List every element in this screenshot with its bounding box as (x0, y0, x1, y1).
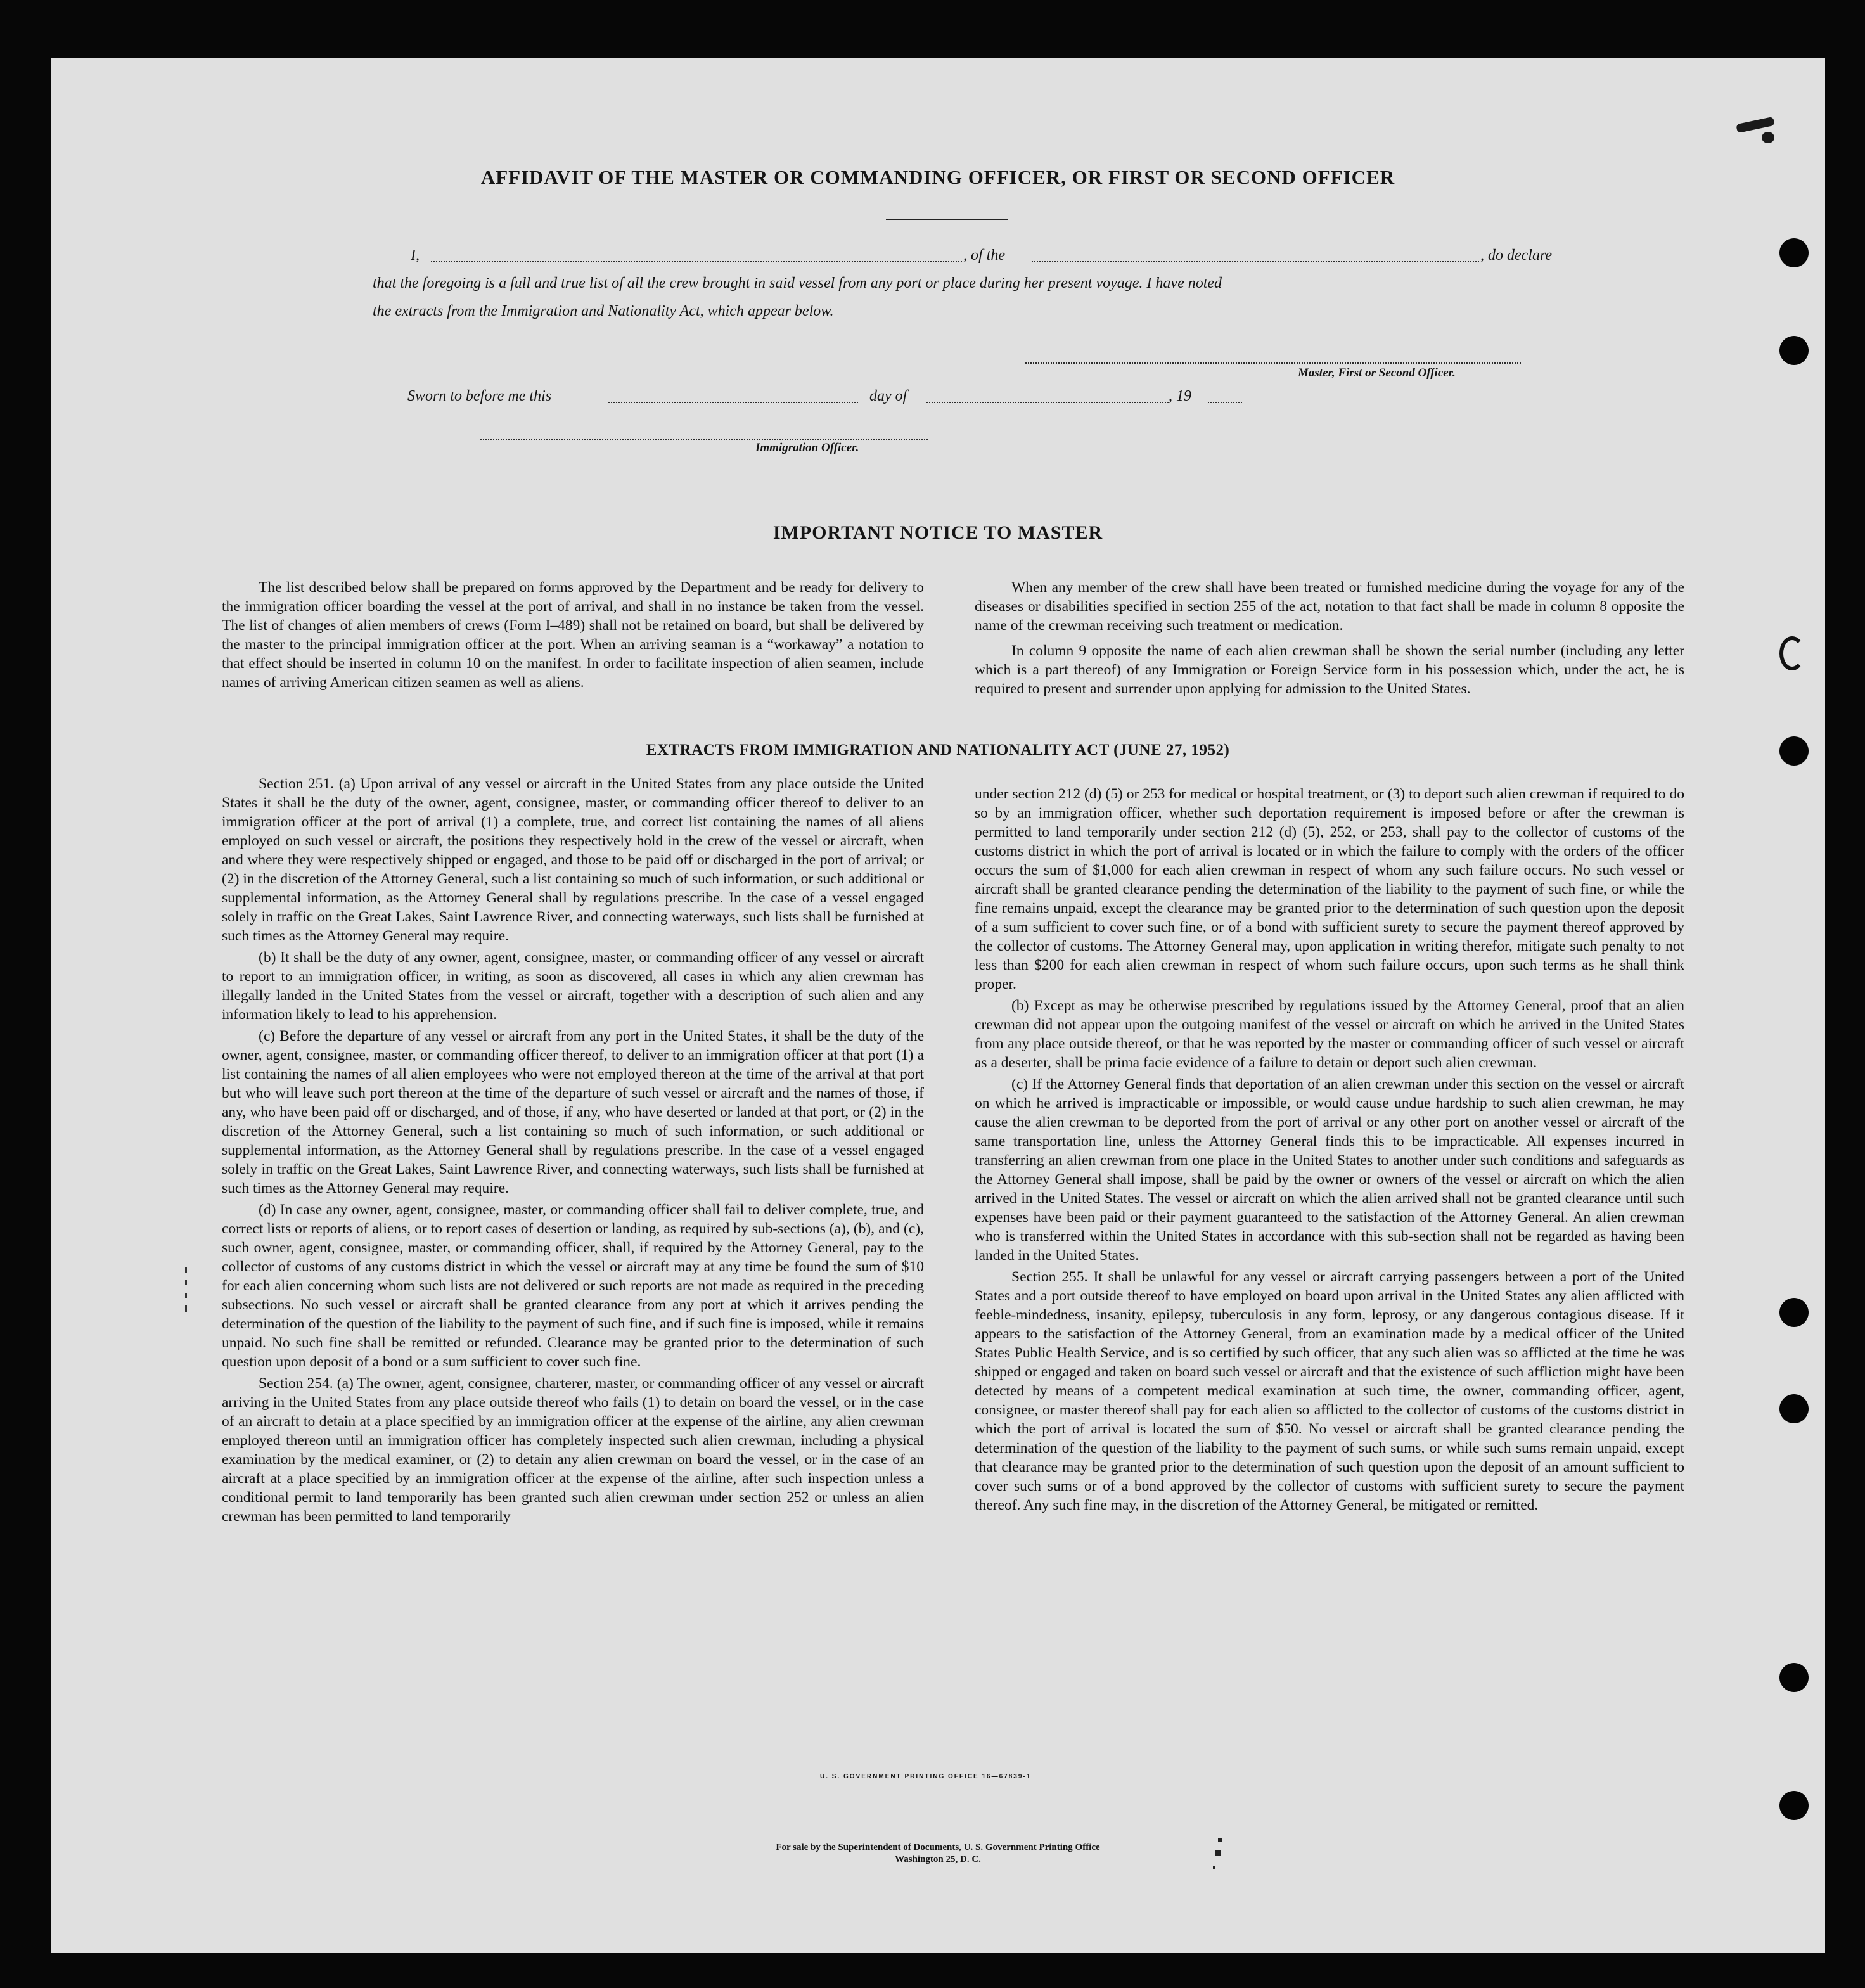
act-section-paragraph: (b) Except as may be otherwise prescribed by regulations issued by the Attorney General, proof that an alien crewman did not appear upon the outgoing manifest of the vessel or aircraft on which he arrived in the United States from any place outside thereof, or that he was reported by the master or commanding officer of such vessel or aircraft as a deserter, shall be prima facie evidence of a failure to detain or deport such alien crewman. (975, 997, 1684, 1071)
notice-paragraph: In column 9 opposite the name of each alien crewman shall be shown the serial number (including any letter which is a part thereof) of any Immigration or Foreign Service form in his possession which, under the act, he is required to present and surrender upon applying for admission to the United States. (975, 643, 1684, 697)
vessel-name-field[interactable] (1032, 261, 1479, 262)
sale-footer-line-2: Washington 25, D. C. (895, 1854, 981, 1864)
sale-footer-line-1: For sale by the Superintendent of Documents, U. S. Government Printing Office (776, 1842, 1100, 1852)
margin-specks (185, 1267, 187, 1312)
printer-mark: U. S. GOVERNMENT PRINTING OFFICE 16—67839-1 (820, 1773, 1032, 1780)
sworn-month-field[interactable] (926, 402, 1169, 403)
extracts-title: EXTRACTS FROM IMMIGRATION AND NATIONALITY ACT (JUNE 27, 1952) (646, 741, 1230, 759)
document-page (51, 58, 1825, 1953)
title-divider (886, 219, 1008, 220)
punch-hole (1779, 1394, 1809, 1423)
immigration-officer-signature-field[interactable] (480, 439, 928, 440)
torn-hole (1779, 636, 1805, 670)
punch-hole (1779, 736, 1809, 766)
day-of-label: day of (869, 388, 907, 404)
year-prefix-label: , 19 (1169, 388, 1191, 404)
act-section-paragraph: (c) If the Attorney General finds that deportation of an alien crewman under this section on the vessel or aircraft on which he arrived is impracticable or impossible, or would cause undue hardship to such alien crewman, he may cause the alien crewman to be deported from the port of arrival or any other port on another vessel or aircraft of the same transportation line, unless the Attorney General finds this to be impracticable. All expenses incurred in transferring an alien crewman from one place in the United States to another under such conditions and safeguards as the Attorney General shall impose, shall be paid by the owner or owners of the vessel or aircraft on which the alien arrived in the United States. The vessel or aircraft on which the alien arrived shall not be granted clearance until such expenses have been paid or their payment guaranteed to the satisfaction of the Attorney General. An alien crewman who is transferred within the United States in accordance with this sub-section shall not be regarded as having been landed in the United States. (975, 1076, 1684, 1264)
extracts-right-column (975, 785, 1684, 1517)
notice-right-column (975, 578, 1684, 701)
act-section-paragraph: (c) Before the departure of any vessel or aircraft from any port in the United States, it shall be the duty of the owner, agent, consignee, master, or commanding officer thereof, to deliver to an immigration officer at that port (1) a list containing the names of all alien employees who were not employed thereon at the time of the arrival at that port but who will leave such port thereon at the time of the departure of such vessel or aircraft and the names of those, if any, who have been paid off or discharged, and of those, if any, who have deserted or landed at that port, or (2) in the discretion of the Attorney General, such a list containing so much of such information, or such additional or supplemental information, as the Attorney General shall by regulations prescribe. In the case of a vessel engaged solely in traffic on the Great Lakes, Saint Lawrence River, and connecting waterways, such lists shall be furnished at such times as the Attorney General may require. (222, 1028, 924, 1196)
act-section-paragraph: Section 251. (a) Upon arrival of any vessel or aircraft in the United States from any place outside the United States it shall be the duty of the owner, agent, consignee, master, or commanding officer thereof to deliver to an immigration officer at the port of arrival (1) a complete, true, and correct list containing the names of all aliens employed on such vessel or aircraft, the positions they respectively hold in the crew of the vessel or aircraft, when and where they were respectively shipped or engaged, and those to be paid off or discharged in the port of arrival; or (2) in the discretion of the Attorney General, such a list containing so much of such information, or such additional or supplemental information, as the Attorney General shall by regulations prescribe. In the case of a vessel engaged solely in traffic on the Great Lakes, Saint Lawrence River, and connecting waterways, such lists shall be furnished at such times as the Attorney General may require. (222, 776, 924, 944)
declarant-name-field[interactable] (431, 261, 962, 262)
sale-footer (621, 1842, 1255, 1866)
act-section-paragraph: under section 212 (d) (5) or 253 for medical or hospital treatment, or (3) to deport such alien crewman if required to do so by an immigration officer, whether such deportation requirement is imposed before or after the crewman is permitted to land temporarily under section 212 (d) (5), 252, or 253, shall pay to the collector of customs of the customs district in which the port of arrival is located or in which the failure to comply with the orders of the officer occurs the sum of $1,000 for each alien crewman in respect of whom any such failure occurs. No such vessel or aircraft shall be granted clearance pending the determination of the liability to the payment of such fine, or while the fine remains unpaid, except the clearance may be granted prior to the determination of such question upon the deposit of a sum sufficient to cover such fine, or of a bond with sufficient surety to secure the payment thereof approved by the collector of customs. The Attorney General may, upon application in writing therefor, mitigate such penalty to not less than $200 for each alien crewman in respect of whom such failure occurs, upon such terms as he shall think proper. (975, 786, 1684, 992)
sworn-day-field[interactable] (608, 402, 858, 403)
punch-hole (1779, 336, 1809, 365)
extracts-left-column (222, 774, 924, 1529)
of-the-label: , of the (963, 247, 1005, 264)
margin-specks (1212, 1838, 1222, 1869)
notice-paragraph: The list described below shall be prepared on forms approved by the Department and be ready for delivery to the immigration officer boarding the vessel at the port of arrival, and shall in no instance be taken from the vessel. The list of changes of alien members of crews (Form I–489) shall not be retained on board, but shall be delivered by the master to the principal immigration officer at the port. When an arriving seaman is a “workaway” a notation to that effect should be inserted in column 10 on the manifest. In order to facilitate inspection of alien seamen, include names of arriving American citizen seamen as well as aliens. (222, 579, 924, 691)
act-section-paragraph: (b) It shall be the duty of any owner, agent, consignee, master, or commanding officer of any vessel or aircraft to report to an immigration officer, in writing, as soon as discovered, all cases in which any alien crewman has illegally landed in the United States from the vessel or aircraft, together with a description of such alien and any information likely to lead to his apprehension. (222, 949, 924, 1023)
punch-hole (1779, 1663, 1809, 1692)
act-section-paragraph: Section 255. It shall be unlawful for any vessel or aircraft carrying passengers between a port of the United States and a port outside thereof to have employed on board upon arrival in the United States any alien afflicted with feeble-mindedness, insanity, epilepsy, tuberculosis in any form, leprosy, or any dangerous contagious disease. If it appears to the satisfaction of the Attorney General, from an examination made by a medical officer of the United States Public Health Service, and is so certified by such officer, that any such alien was so afflicted at the time he was shipped or engaged and taken on board such vessel or aircraft and that the existence of such affliction might have been detected by means of a competent medical examination at such time, the owner, commanding officer, agent, consignee, or master thereof shall pay for each alien so afflicted to the collector of customs of the customs district in which the port of arrival is located the sum of $50. No vessel or aircraft shall be granted clearance pending the determination of the question of the liability to the payment of such sums, or while such sums remain unpaid, except that clearance may be granted prior to the determination of such question upon the deposit of an amount sufficient to cover such sums or of a bond approved by the collector of customs with sufficient surety to secure the payment thereof. Any such fine may, in the discretion of the Attorney General, be mitigated or remitted. (975, 1269, 1684, 1513)
notice-left-column (222, 578, 924, 695)
punch-hole (1779, 238, 1809, 267)
affidavit-title: AFFIDAVIT OF THE MASTER OR COMMANDING OFFICER, OR FIRST OR SECOND OFFICER (480, 166, 1395, 188)
declarant-label: I, (411, 247, 420, 264)
master-signature-caption: Master, First or Second Officer. (1298, 366, 1456, 380)
act-section-paragraph: Section 254. (a) The owner, agent, consignee, charterer, master, or commanding officer of any vessel or aircraft arriving in the United States from any place outside thereof who fails (1) to detain on board the vessel, or in the case of an aircraft to detain at a place specified by an immigration officer at the expense of the airline, any alien crewman employed thereon until an immigration officer has completely inspected such alien crewman, including a physical examination by the medical examiner, or (2) to detain any alien crewman on board the vessel, or in the case of an aircraft at a place specified by an immigration officer at the expense of the airline, after such inspection unless a conditional permit to land temporarily has been granted such alien crewman under section 252 or unless an alien crewman has been permitted to land temporarily (222, 1375, 924, 1525)
notice-title: IMPORTANT NOTICE TO MASTER (772, 522, 1103, 543)
act-section-paragraph: (d) In case any owner, agent, consignee, master, or commanding officer shall fail to deliver complete, true, and correct lists or reports of aliens, or to report cases of desertion or landing, as required by sub-sections (a), (b), and (c), such owner, agent, consignee, master, or commanding officer, shall, if required by the Attorney General, pay to the collector of customs of any customs district in which the vessel or aircraft may at any time be found the sum of $10 for each alien concerning whom such lists are not delivered or such reports are not made as required in the preceding subsections. No such vessel or aircraft shall be granted clearance from any port at which it arrives pending the determination of the question of the liability to the payment of such fine, and if such fine is imposed, while it remains unpaid. No such fine shall be remitted or refunded. Clearance may be granted prior to the determination of such question upon deposit of a bond or a sum sufficient to cover such fine. (222, 1202, 924, 1370)
punch-hole (1779, 1791, 1809, 1820)
punch-hole (1779, 1298, 1809, 1327)
sworn-label: Sworn to before me this (407, 388, 552, 404)
immigration-officer-caption: Immigration Officer. (755, 441, 859, 454)
sworn-year-field[interactable] (1208, 402, 1242, 403)
corner-mark (1736, 120, 1774, 143)
do-declare-label: , do declare (1480, 247, 1553, 264)
notice-paragraph: When any member of the crew shall have been treated or furnished medicine during the voyage for any of the diseases or disabilities specified in section 255 of the act, notation to that fact shall be made in column 8 opposite the name of the crewman receiving such treatment or medication. (975, 579, 1684, 634)
master-signature-field[interactable] (1025, 362, 1521, 364)
affidavit-line-3: the extracts from the Immigration and Nationality Act, which appear below. (373, 303, 834, 319)
affidavit-line-2: that the foregoing is a full and true list of all the crew brought in said vessel from any port or place during her present voyage. I have noted (373, 275, 1222, 292)
